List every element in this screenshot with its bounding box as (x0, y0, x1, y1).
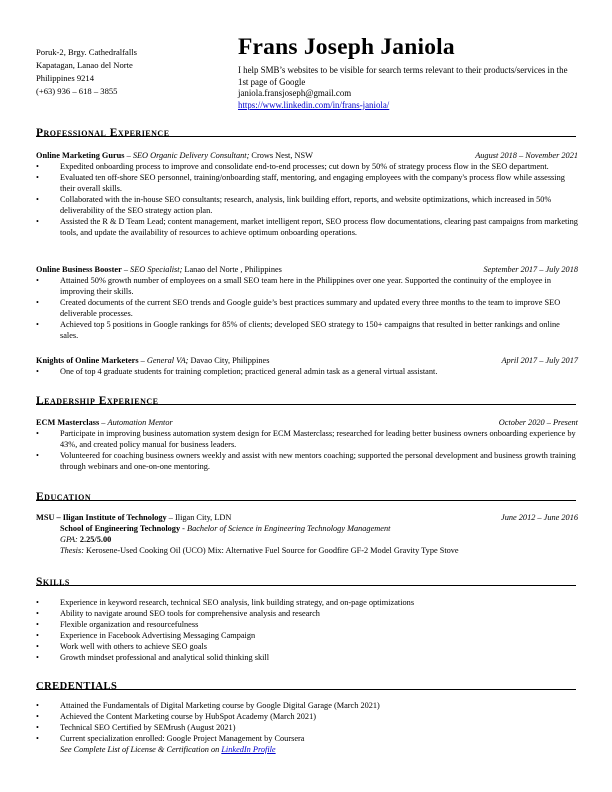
leadership-dates: October 2020 – Present (498, 418, 578, 427)
address-line: Kapatagan, Lanao del Norte (36, 60, 133, 70)
skills-list (36, 597, 578, 663)
education-entry (36, 512, 578, 556)
section-education (36, 487, 576, 501)
bullet-icon: • (36, 723, 39, 732)
credential-text: Achieved the Content Marketing course by HubSpot Academy (March 2021) (60, 712, 316, 721)
contact-block (238, 65, 568, 111)
bullet-icon: • (36, 298, 39, 307)
job-entry (36, 264, 578, 341)
bullet-text: One of top 4 graduate students for training completion; practiced general admin task as a general virtual assistant. (60, 367, 438, 376)
address-block (36, 46, 137, 98)
address-line: Philippines 9214 (36, 73, 95, 83)
bullet-text: Assisted the R & D Team Lead; content management, market intelligent report, SEO process flow documentations, clearing past campaigns from marketing tools, and update the availability of resources to achieve optimum onboarding operations. (60, 217, 578, 237)
credentials-list (36, 700, 578, 755)
list-item (36, 216, 578, 238)
bullet-icon: • (36, 701, 39, 710)
job-location: Davao City, Philippines (188, 356, 270, 365)
bullet-text: Collaborated with the in-house SEO consultants; research, analysis, link building effort, reports, and website optimizations, which increased in 50% deliverability of the SEO strategy action plan. (60, 195, 552, 215)
credentials-note-text: See Complete List of License & Certification on (60, 745, 222, 754)
list-item (36, 275, 578, 297)
bullet-text: Attained 50% growth number of employees on a small SEO team here in the Philippines over one year. Supported the continuity of the employee in improving their skills. (60, 276, 552, 296)
section-credentials (36, 676, 576, 690)
skill-text: Growth mindset professional and analytical solid thinking skill (60, 653, 270, 662)
bullet-icon: • (36, 653, 39, 662)
section-title: Professional Experience (36, 127, 170, 139)
bullet-icon: • (36, 162, 39, 171)
list-item (36, 700, 578, 711)
list-item (36, 608, 578, 619)
job-role: General VA; (146, 356, 189, 365)
school-name: MSU – Iligan Institute of Technology (36, 513, 167, 522)
job-location: Lanao del Norte , Philippines (182, 265, 282, 274)
credential-text: Current specialization enrolled: Google Project Management by Coursera (60, 734, 305, 743)
bullet-icon: • (36, 173, 39, 182)
job-entry (36, 150, 578, 238)
phone-number: (+63) 936 – 618 – 3855 (36, 86, 118, 96)
bullet-icon: • (36, 598, 39, 607)
thesis-label: Thesis: (60, 546, 84, 555)
bullet-text: Evaluated ten off-shore SEO personnel, training/onboarding staff, mentoring, and engaging employees with the company's process flow while assessing their overall skills. (60, 173, 565, 193)
list-item (36, 161, 578, 172)
list-item (36, 652, 578, 663)
bullet-icon: • (36, 642, 39, 651)
bullet-icon: • (36, 195, 39, 204)
skill-text: Experience in Facebook Advertising Messaging Campaign (60, 631, 256, 640)
job-dates: April 2017 – July 2017 (501, 356, 578, 365)
section-title: Skills (36, 576, 70, 588)
skill-text: Flexible organization and resourcefulness (60, 620, 199, 629)
list-item (36, 172, 578, 194)
leadership-org: ECM Masterclass (36, 418, 100, 427)
bullet-text: Created documents of the current SEO trends and Google guide’s best practices summary and updated every three months to the team to improve SEO deliverable processes. (60, 298, 561, 318)
section-title: Leadership Experience (36, 395, 159, 407)
list-item (36, 366, 578, 377)
address-line: Poruk-2, Brgy. Cathedralfalls (36, 47, 137, 57)
bullet-icon: • (36, 734, 39, 743)
list-item (36, 450, 578, 472)
job-entry (36, 355, 578, 377)
education-dates: June 2012 – June 2016 (501, 513, 578, 522)
bullet-text: Expedited onboarding process to improve and consolidate end-to-end processes; cut down by 50% of strategy process flow in the SEO department. (60, 162, 549, 171)
college-name: School of Engineering Technology (60, 524, 181, 533)
job-dates: August 2018 – November 2021 (475, 151, 578, 160)
bullet-text: Participate in improving business automation system design for ECM Masterclass; researched for leading better business owners onboarding experience by 43%, and created policy manual for business leaders. (60, 429, 576, 449)
job-company: Online Business Booster (36, 265, 122, 274)
bullet-icon: • (36, 217, 39, 226)
email: janiola.fransjoseph@gmail.com (238, 88, 352, 98)
list-item (36, 733, 578, 744)
list-item (36, 597, 578, 608)
section-skills (36, 572, 576, 586)
section-professional-experience (36, 123, 576, 137)
credentials-note (36, 744, 578, 755)
bullet-icon: • (36, 712, 39, 721)
job-company: Online Marketing Gurus (36, 151, 125, 160)
bullet-icon: • (36, 609, 39, 618)
linkedin-profile-link[interactable]: LinkedIn Profile (221, 745, 276, 754)
credential-text: Technical SEO Certified by SEMrush (August 2021) (60, 723, 236, 732)
bullet-icon: • (36, 631, 39, 640)
section-leadership-experience (36, 391, 576, 405)
degree: - Bachelor of Science in Engineering Technology Management (180, 524, 391, 533)
list-item (36, 722, 578, 733)
thesis-title: Kerosene-Used Cooking Oil (UCO) Mix: Alternative Fuel Source for Goodfire GF-2 Model Gravity Type Stove (83, 546, 459, 555)
list-item (36, 641, 578, 652)
skill-text: Work well with others to achieve SEO goals (60, 642, 208, 651)
list-item (36, 428, 578, 450)
job-role: SEO Organic Delivery Consultant; (132, 151, 250, 160)
bullet-text: Achieved top 5 positions in Google rankings for 85% of clients; developed SEO strategy to 150+ campaigns that resulted in better rankings and online sales. (60, 320, 560, 340)
section-title: CREDENTIALS (36, 681, 118, 692)
section-title: Education (36, 491, 92, 503)
bullet-icon: • (36, 320, 39, 329)
job-location: Crows Nest, NSW (249, 151, 313, 160)
bullet-icon: • (36, 429, 39, 438)
gpa-value: 2.25/5.00 (77, 535, 112, 544)
separator: – (138, 356, 147, 365)
list-item (36, 319, 578, 341)
gpa-label: GPA: (60, 535, 78, 544)
skill-text: Experience in keyword research, technical SEO analysis, link building strategy, and on-page optimizations (60, 598, 415, 607)
list-item (36, 619, 578, 630)
separator: – (124, 151, 133, 160)
list-item (36, 630, 578, 641)
credential-text: Attained the Fundamentals of Digital Marketing course by Google Digital Garage (March 2021) (60, 701, 380, 710)
list-item (36, 194, 578, 216)
list-item (36, 297, 578, 319)
skill-text: Ability to navigate around SEO tools for comprehensive analysis and research (60, 609, 320, 618)
leadership-entry (36, 417, 578, 472)
candidate-name: Frans Joseph Janiola (238, 34, 455, 60)
list-item (36, 711, 578, 722)
tagline: I help SMB’s websites to be visible for search terms relevant to their products/services in the 1st page of Google (238, 65, 568, 87)
bullet-icon: • (36, 276, 39, 285)
bullet-icon: • (36, 620, 39, 629)
job-company: Knights of Online Marketers (36, 356, 139, 365)
separator: – (121, 265, 131, 274)
bullet-text: Volunteered for coaching business owners weekly and assist with new mentors coaching; supported the personal development and business growth training through webinars and one-on-one mentoring. (60, 451, 576, 471)
bullet-icon: • (36, 451, 39, 460)
job-role: SEO Specialist; (130, 265, 183, 274)
leadership-role: Automation Mentor (107, 418, 173, 427)
job-dates: September 2017 – July 2018 (483, 265, 578, 274)
bullet-icon: • (36, 367, 39, 376)
separator: – (99, 418, 108, 427)
linkedin-link[interactable]: https://www.linkedin.com/in/frans-janiola/ (238, 99, 390, 110)
school-location: – Iligan City, LDN (166, 513, 232, 522)
